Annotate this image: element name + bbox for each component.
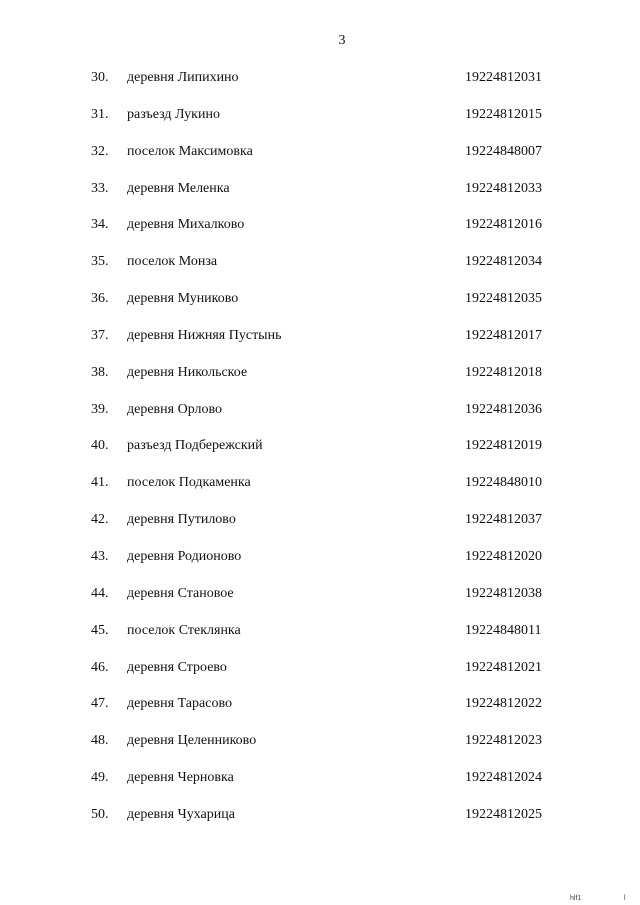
settlement-name: деревня Липихино	[127, 70, 239, 85]
settlement-name: поселок Монза	[127, 254, 218, 270]
row-number: 30.	[91, 70, 109, 85]
row-number: 39.	[91, 401, 109, 417]
row-number: 47.	[91, 696, 109, 712]
row-number: 40.	[91, 438, 109, 454]
list-row-37	[0, 326, 640, 363]
row-number: 46.	[91, 659, 109, 675]
settlement-name: поселок Подкаменка	[127, 475, 251, 491]
row-number: 42.	[91, 512, 109, 528]
settlement-name: деревня Нижняя Пустынь	[127, 327, 282, 343]
oktmo-code: 19224812035	[465, 291, 542, 307]
settlement-name: деревня Родионово	[127, 548, 242, 564]
list-row-36	[0, 289, 640, 326]
list-row-44	[0, 584, 640, 621]
row-number: 37.	[91, 327, 109, 343]
settlement-name: деревня Становое	[127, 585, 234, 601]
oktmo-code: 19224812024	[465, 770, 542, 786]
oktmo-code: 19224812033	[465, 180, 542, 196]
oktmo-code: 19224812025	[465, 806, 542, 822]
settlement-name: деревня Черновка	[127, 770, 234, 786]
list-row-38	[0, 363, 640, 400]
oktmo-code: 19224812020	[465, 548, 542, 564]
oktmo-code: 19224812034	[465, 254, 542, 270]
row-number: 33.	[91, 180, 109, 196]
row-number: 50.	[91, 806, 109, 822]
page-number: 3	[338, 33, 346, 48]
row-number: 31.	[91, 106, 109, 122]
oktmo-code: 19224812031	[465, 70, 542, 85]
settlement-name: деревня Орлово	[127, 401, 223, 417]
list-row-42	[0, 510, 640, 547]
list-row-50	[0, 805, 640, 842]
settlement-name: деревня Чухарица	[127, 806, 235, 822]
settlement-name: деревня Строево	[127, 659, 227, 675]
settlement-name: разъезд Лукино	[127, 106, 220, 122]
row-number: 36.	[91, 291, 109, 307]
settlement-name: деревня Тарасово	[127, 696, 232, 712]
settlement-name: деревня Муниково	[127, 291, 239, 307]
oktmo-code: 19224848011	[465, 622, 542, 638]
list-row-46	[0, 658, 640, 695]
settlement-name: поселок Максимовка	[127, 143, 253, 159]
settlement-name: деревня Никольское	[127, 364, 248, 380]
oktmo-code: 19224812022	[465, 696, 542, 712]
row-number: 41.	[91, 475, 109, 491]
oktmo-code: 19224812037	[465, 512, 542, 528]
settlement-list	[0, 68, 640, 842]
oktmo-code: 19224812038	[465, 585, 542, 601]
oktmo-code: 19224812017	[465, 327, 542, 343]
row-number: 34.	[91, 217, 109, 233]
settlement-name: деревня Меленка	[127, 180, 230, 196]
oktmo-code: 19224812036	[465, 401, 542, 417]
list-row-39	[0, 400, 640, 437]
oktmo-code: 19224812023	[465, 733, 542, 749]
settlement-name: поселок Стеклянка	[127, 622, 241, 638]
oktmo-code: 19224812015	[465, 106, 542, 122]
list-row-43	[0, 547, 640, 584]
list-row-33	[0, 179, 640, 216]
list-row-49	[0, 768, 640, 805]
list-row-34	[0, 215, 640, 252]
oktmo-code: 19224812016	[465, 217, 542, 233]
row-number: 43.	[91, 548, 109, 564]
settlement-name: деревня Михалково	[127, 217, 245, 233]
row-number: 45.	[91, 622, 109, 638]
list-row-35	[0, 252, 640, 289]
row-number: 38.	[91, 364, 109, 380]
list-row-47	[0, 694, 640, 731]
list-row-30	[0, 68, 640, 105]
row-number: 44.	[91, 585, 109, 601]
settlement-name: разъезд Подбережский	[127, 438, 263, 454]
list-row-40	[0, 436, 640, 473]
footer-code-mark: hlf1	[570, 895, 582, 902]
row-number: 32.	[91, 143, 109, 159]
list-row-41	[0, 473, 640, 510]
list-row-48	[0, 731, 640, 768]
footer-page-mark: l	[624, 895, 626, 902]
settlement-name: деревня Путилово	[127, 512, 236, 528]
oktmo-code: 19224812018	[465, 364, 542, 380]
row-number: 48.	[91, 733, 109, 749]
list-row-45	[0, 621, 640, 658]
settlement-name: деревня Целенниково	[127, 733, 257, 749]
oktmo-code: 19224848007	[465, 143, 542, 159]
oktmo-code: 19224848010	[465, 475, 542, 491]
list-row-32	[0, 142, 640, 179]
oktmo-code: 19224812021	[465, 659, 542, 675]
list-row-31	[0, 105, 640, 142]
oktmo-code: 19224812019	[465, 438, 542, 454]
row-number: 35.	[91, 254, 109, 270]
row-number: 49.	[91, 770, 109, 786]
